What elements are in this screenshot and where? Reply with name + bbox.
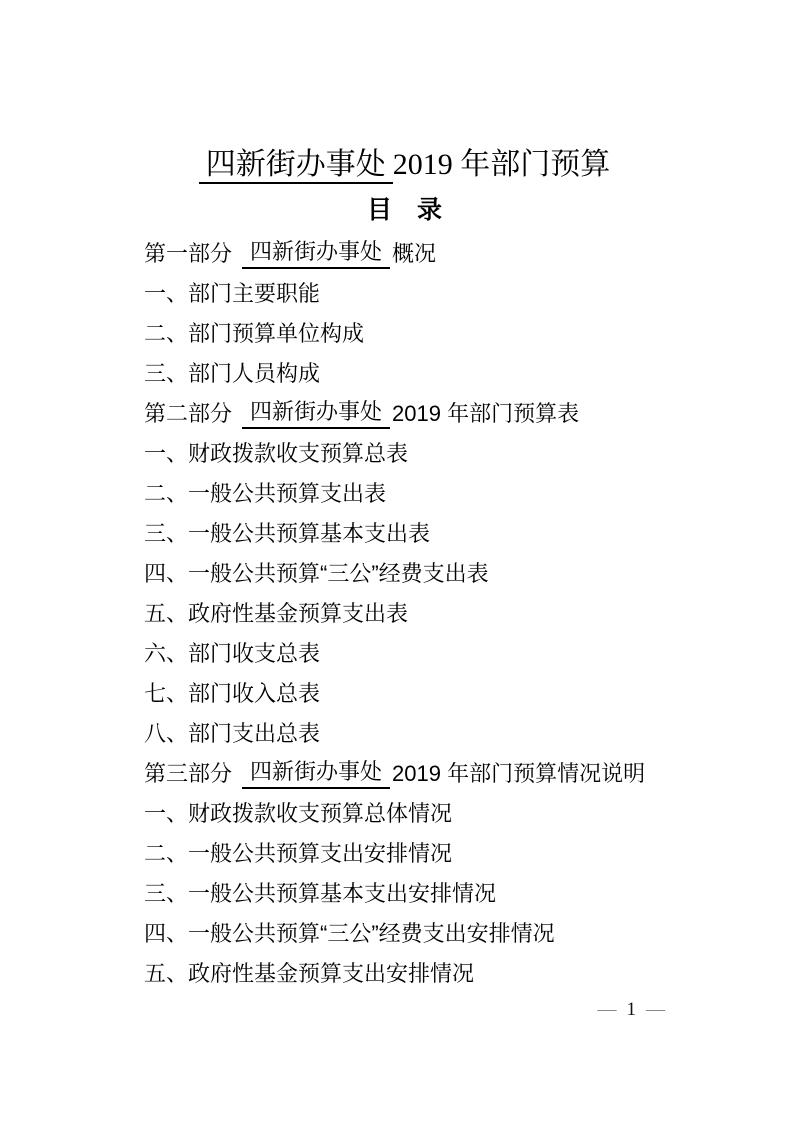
toc-item-text: 二、一般公共预算支出安排情况 [144, 840, 453, 866]
toc-item-text: 五、政府性基金预算支出表 [144, 600, 409, 626]
toc-item [144, 632, 665, 672]
toc-item-text: 二、一般公共预算支出表 [144, 480, 387, 506]
toc-section-rest: 2019 年部门预算表 [392, 400, 580, 426]
toc-item [144, 712, 665, 752]
page-number: 1 [626, 999, 636, 1020]
toc-item-text: 一、财政拨款收支预算总体情况 [144, 800, 453, 826]
footer-right-dash: — [646, 999, 665, 1020]
toc-item-text: 六、部门收支总表 [144, 640, 321, 666]
toc-section-underlined-name: 四新街办事处 [242, 755, 390, 789]
toc-item [144, 512, 665, 552]
toc-section-part-2 [144, 392, 665, 432]
toc-item-text: 四、一般公共预算“三公”经费支出表 [144, 560, 489, 586]
footer-left-dash: — [597, 999, 617, 1020]
toc-item-text: 三、一般公共预算基本支出表 [144, 520, 431, 546]
toc-item-text: 三、一般公共预算基本支出安排情况 [144, 880, 497, 906]
document-title [144, 146, 665, 184]
toc-item [144, 352, 665, 392]
toc-item [144, 272, 665, 312]
toc-item [144, 312, 665, 352]
toc-item-text: 五、政府性基金预算支出安排情况 [144, 960, 475, 986]
toc-heading: 目 录 [366, 196, 442, 224]
toc-item-text: 七、部门收入总表 [144, 680, 321, 706]
toc-item [144, 792, 665, 832]
toc-item-text: 四、一般公共预算“三公”经费支出安排情况 [144, 920, 555, 946]
title-rest: 2019 年部门预算 [392, 148, 611, 181]
toc-item [144, 432, 665, 472]
toc-section-label: 第二部分 [144, 400, 233, 426]
title-org-name: 四新街办事处 [199, 148, 393, 184]
toc-section-rest: 概况 [392, 240, 437, 266]
toc-section-label: 第三部分 [144, 760, 233, 786]
toc-item [144, 552, 665, 592]
toc-item [144, 832, 665, 872]
toc-item-text: 二、部门预算单位构成 [144, 320, 365, 346]
toc-item-text: 一、财政拨款收支预算总表 [144, 440, 409, 466]
table-of-contents [144, 232, 665, 992]
toc-item-text: 一、部门主要职能 [144, 280, 321, 306]
toc-item [144, 672, 665, 712]
toc-section-label: 第一部分 [144, 240, 233, 266]
toc-item [144, 912, 665, 952]
toc-item [144, 872, 665, 912]
page-footer [144, 1000, 665, 1020]
toc-item [144, 592, 665, 632]
toc-item [144, 472, 665, 512]
toc-item-text: 八、部门支出总表 [144, 720, 321, 746]
toc-item-text: 三、部门人员构成 [144, 360, 321, 386]
toc-section-part-3 [144, 752, 665, 792]
toc-section-underlined-name: 四新街办事处 [242, 235, 390, 269]
toc-item [144, 952, 665, 992]
toc-section-rest: 2019 年部门预算情况说明 [392, 760, 646, 786]
toc-section-underlined-name: 四新街办事处 [242, 395, 390, 429]
toc-section-part-1 [144, 232, 665, 272]
